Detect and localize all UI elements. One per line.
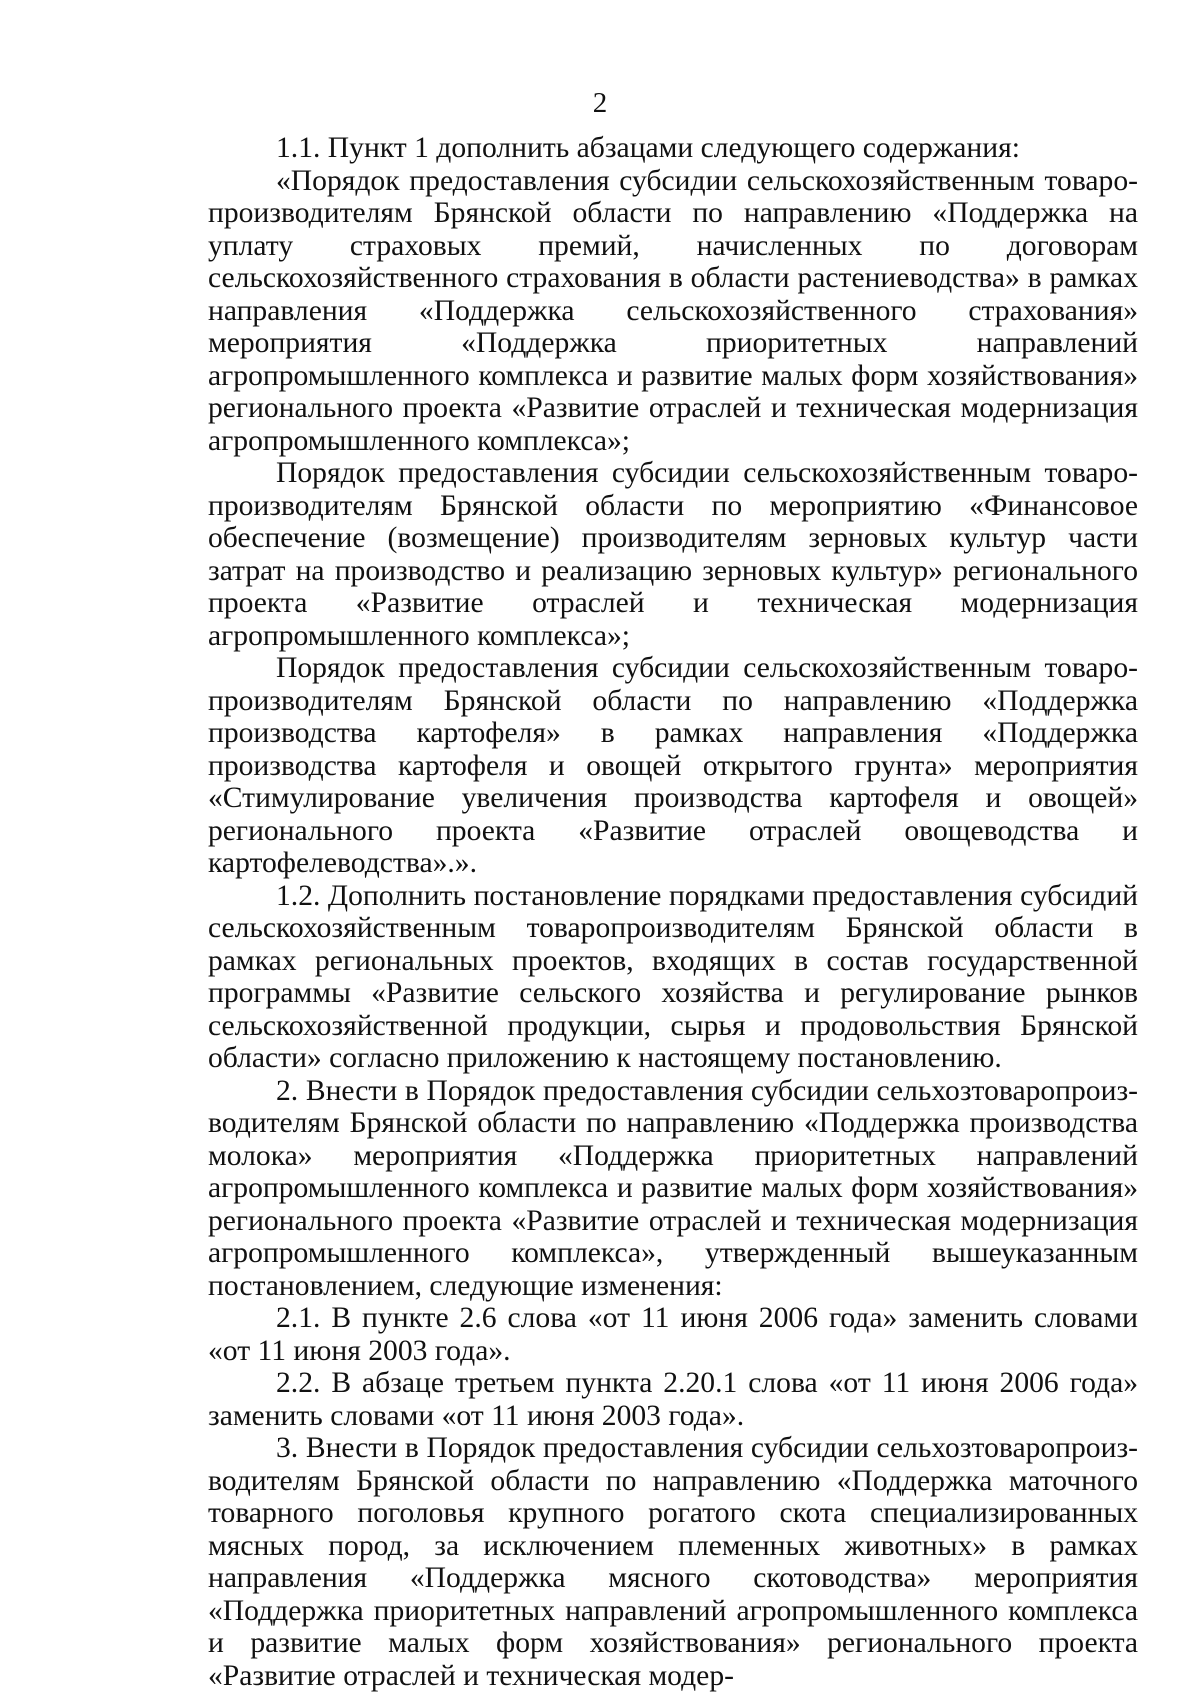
paragraph: 1.1. Пункт 1 дополнить абзацами следующего содержания:	[276, 132, 1020, 164]
paragraph: 2.1. В пункте 2.6 слова «от 11 июня 2006 года» заменить словами «от 11 июня 2003 года».	[208, 1302, 1138, 1367]
paragraph: Порядок предоставления субсидии сельскохозяйственным товаропроизводителям Брянской области по направлению «Поддержка производства картофеля» в рамках направления «Поддержка производства картофеля и овощей открытого грунта» мероприятия «Стимулирование увеличения производства картофеля и овощей» регионального проекта «Развитие отраслей овощеводства и картофелеводства».».	[208, 652, 1138, 879]
paragraph: Порядок предоставления субсидии сельскохозяйственным товаропроизводителям Брянской области по мероприятию «Финансовое обеспечение (возмещение) производителям зерновых культур части затрат на производство и реализацию зерновых культур» регионального проекта «Развитие отраслей и техническая модернизация агропромышленного комплекса»;	[208, 457, 1138, 652]
paragraph: «Порядок предоставления субсидии сельскохозяйственным товаропроизводителям Брянской области по направлению «Поддержка на уплату страховых премий, начисленных по договорам сельскохозяйственного страхования в области растениеводства» в рамках направления «Поддержка сельскохозяйственного страхования» мероприятия «Поддержка приоритетных направлений агропромышленного комплекса и развитие малых форм хозяйствования» регионального проекта «Развитие отраслей и техническая модернизация агропромышленного комплекса»;	[208, 164, 1138, 457]
page-number: 2	[592, 87, 608, 119]
paragraph: 2.2. В абзаце третьем пункта 2.20.1 слова «от 11 июня 2006 года» заменить словами «от 11 июня 2003 года».	[208, 1367, 1138, 1432]
paragraph: 1.2. Дополнить постановление порядками предоставления субсидий сельскохозяйственным товаропроизводителям Брянской области в рамках региональных проектов, входящих в состав государственной программы «Развитие сельского хозяйства и регулирование рынков сельскохозяйственной продукции, сырья и продовольствия Брянской области» согласно приложению к настоящему постановлению.	[208, 879, 1138, 1074]
paragraph: 2. Внести в Порядок предоставления субсидии сельхозтоваропроизводителям Брянской области по направлению «Поддержка производства молока» мероприятия «Поддержка приоритетных направлений агропромышленного комплекса и развитие малых форм хозяйствования» регионального проекта «Развитие отраслей и техническая модернизация агропромышленного комплекса», утвержденный вышеуказанным постановлением, следующие изменения:	[208, 1074, 1138, 1302]
document-body	[208, 132, 1138, 1692]
paragraph: 3. Внести в Порядок предоставления субсидии сельхозтоваропроизводителям Брянской области по направлению «Поддержка маточного товарного поголовья крупного рогатого скота специализированных мясных пород, за исключением племенных животных» в рамках направления «Поддержка мясного скотоводства» мероприятия «Поддержка приоритетных направлений агропромышленного комплекса и развитие малых форм хозяйствования» регионального проекта «Развитие отраслей и техническая модер-	[208, 1432, 1138, 1692]
